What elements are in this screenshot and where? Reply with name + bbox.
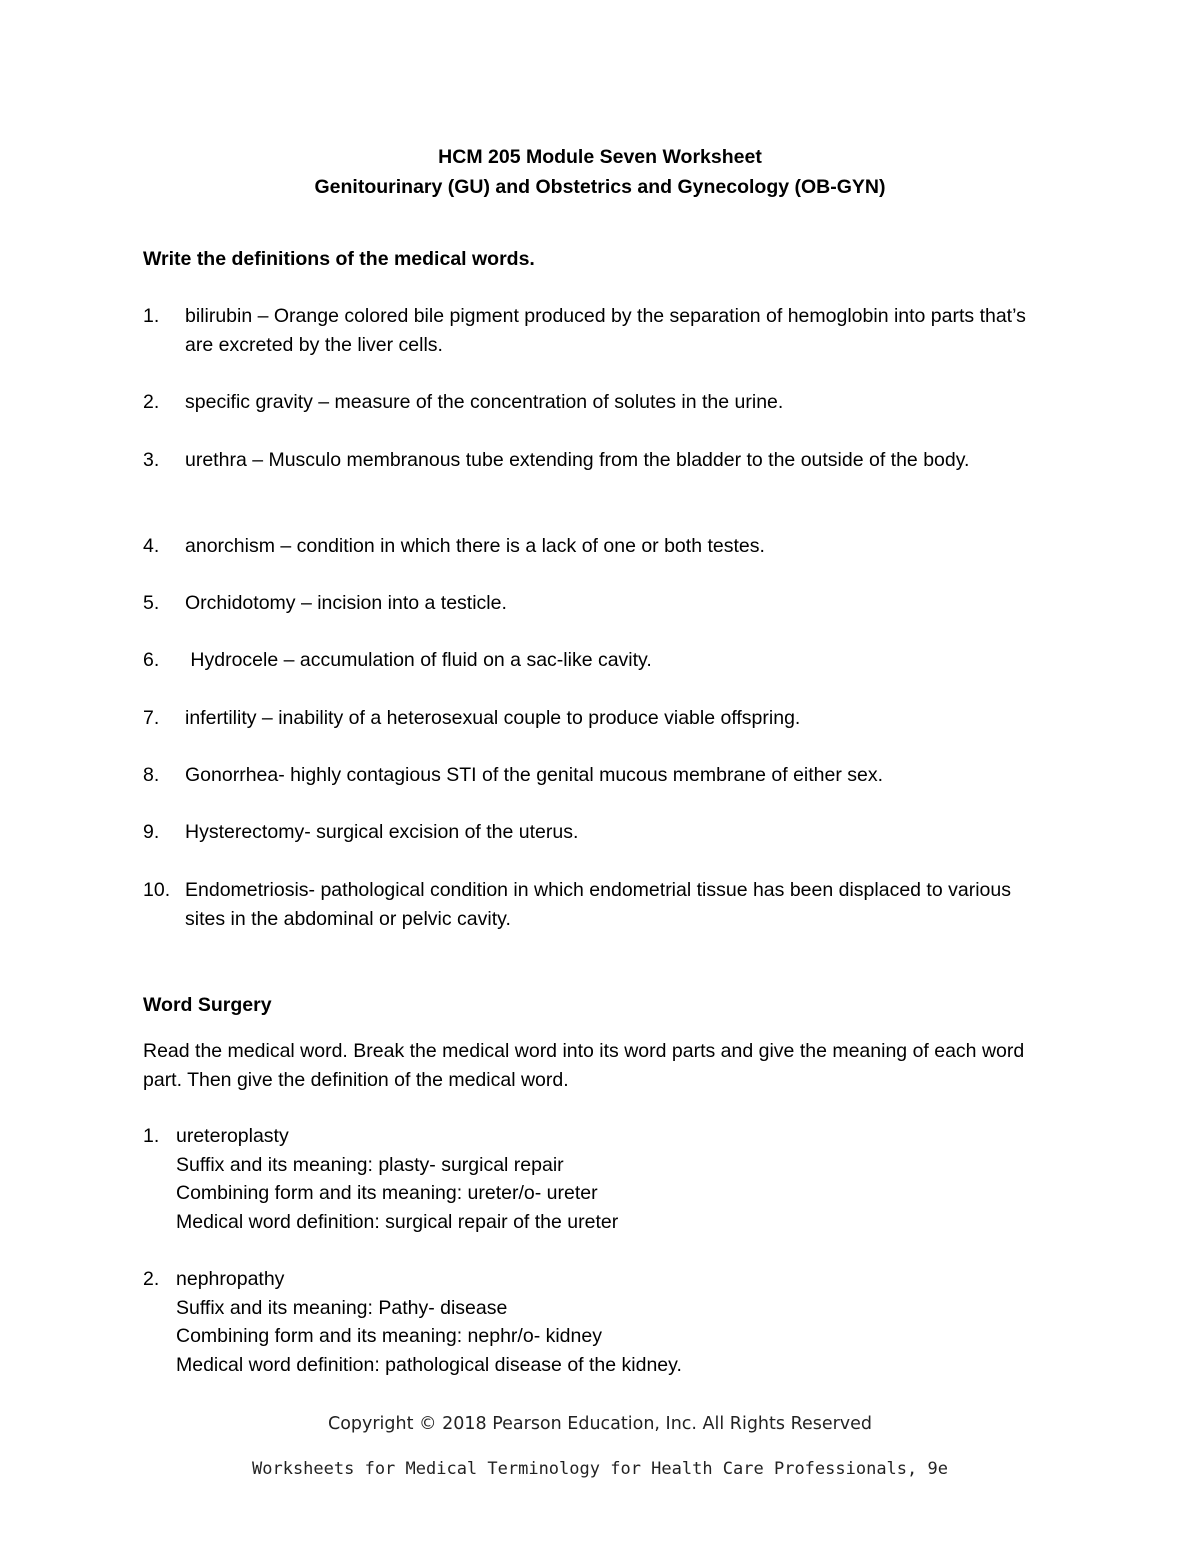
definition-item-7 <box>143 704 1043 733</box>
medical-word-definition: Medical word definition: pathological disease of the kidney. <box>176 1353 682 1376</box>
definitions-instruction: Write the definitions of the medical words. <box>143 248 535 270</box>
definition-number: 3. <box>143 449 160 471</box>
definition-item-9 <box>143 818 1043 847</box>
definition-number: 6. <box>143 649 160 671</box>
word-surgery-number: 1. <box>143 1125 160 1147</box>
word-surgery-item-2 <box>143 1265 1043 1379</box>
definition-text: Hydrocele – accumulation of fluid on a sac-like cavity. <box>185 649 652 671</box>
definition-text: Gonorrhea- highly contagious STI of the genital mucous membrane of either sex. <box>185 764 884 786</box>
definition-text: Orchidotomy – incision into a testicle. <box>185 592 507 614</box>
word-surgery-number: 2. <box>143 1268 160 1290</box>
definition-text: urethra – Musculo membranous tube extending from the bladder to the outside of the body. <box>185 449 970 471</box>
definition-number: 2. <box>143 391 160 413</box>
definition-number: 5. <box>143 592 160 614</box>
definition-item-1 <box>143 302 1043 359</box>
definition-text: infertility – inability of a heterosexual couple to produce viable offspring. <box>185 707 801 729</box>
definition-item-8 <box>143 761 1043 790</box>
word-surgery-item-1 <box>143 1122 1043 1236</box>
medical-word: nephropathy <box>176 1268 285 1290</box>
word-surgery-heading: Word Surgery <box>143 994 272 1016</box>
definition-number: 7. <box>143 707 160 729</box>
definition-text: Endometriosis- pathological condition in which endometrial tissue has been displaced to various sites in the abdominal or pelvic cavity. <box>185 879 1011 930</box>
word-surgery-instruction: Read the medical word. Break the medical word into its word parts and give the meaning of each word part. Then give the definition of the medical word. <box>143 1040 1025 1091</box>
definition-number: 9. <box>143 821 160 843</box>
footer-copyright: Copyright © 2018 Pearson Education, Inc. All Rights Reserved <box>327 1414 873 1434</box>
definition-item-4 <box>143 532 1043 561</box>
definition-item-5 <box>143 589 1043 618</box>
suffix-meaning: Suffix and its meaning: plasty- surgical repair <box>176 1153 564 1176</box>
medical-word: ureteroplasty <box>176 1125 289 1147</box>
definition-item-2 <box>143 388 1043 417</box>
definition-text: specific gravity – measure of the concentration of solutes in the urine. <box>185 391 784 413</box>
worksheet-title: HCM 205 Module Seven Worksheet <box>438 146 762 168</box>
suffix-meaning: Suffix and its meaning: Pathy- disease <box>176 1296 508 1319</box>
definition-number: 1. <box>143 305 160 327</box>
definition-item-6 <box>143 646 1043 675</box>
medical-word-definition: Medical word definition: surgical repair of the ureter <box>176 1210 619 1233</box>
definition-text: Hysterectomy- surgical excision of the uterus. <box>185 821 579 843</box>
definition-text: bilirubin – Orange colored bile pigment produced by the separation of hemoglobin into parts that’s are excreted by the liver cells. <box>185 305 1026 356</box>
footer-source: Worksheets for Medical Terminology for Health Care Professionals, 9e <box>252 1459 948 1479</box>
definition-text: anorchism – condition in which there is a lack of one or both testes. <box>185 535 765 557</box>
worksheet-subtitle: Genitourinary (GU) and Obstetrics and Gynecology (OB-GYN) <box>314 176 886 198</box>
definition-number: 8. <box>143 764 160 786</box>
definition-number: 4. <box>143 535 160 557</box>
definition-item-10 <box>143 876 1043 933</box>
combining-form-meaning: Combining form and its meaning: ureter/o- ureter <box>176 1182 598 1204</box>
definition-item-3 <box>143 446 1043 475</box>
combining-form-meaning: Combining form and its meaning: nephr/o- kidney <box>176 1325 602 1347</box>
definition-number: 10. <box>143 879 171 901</box>
